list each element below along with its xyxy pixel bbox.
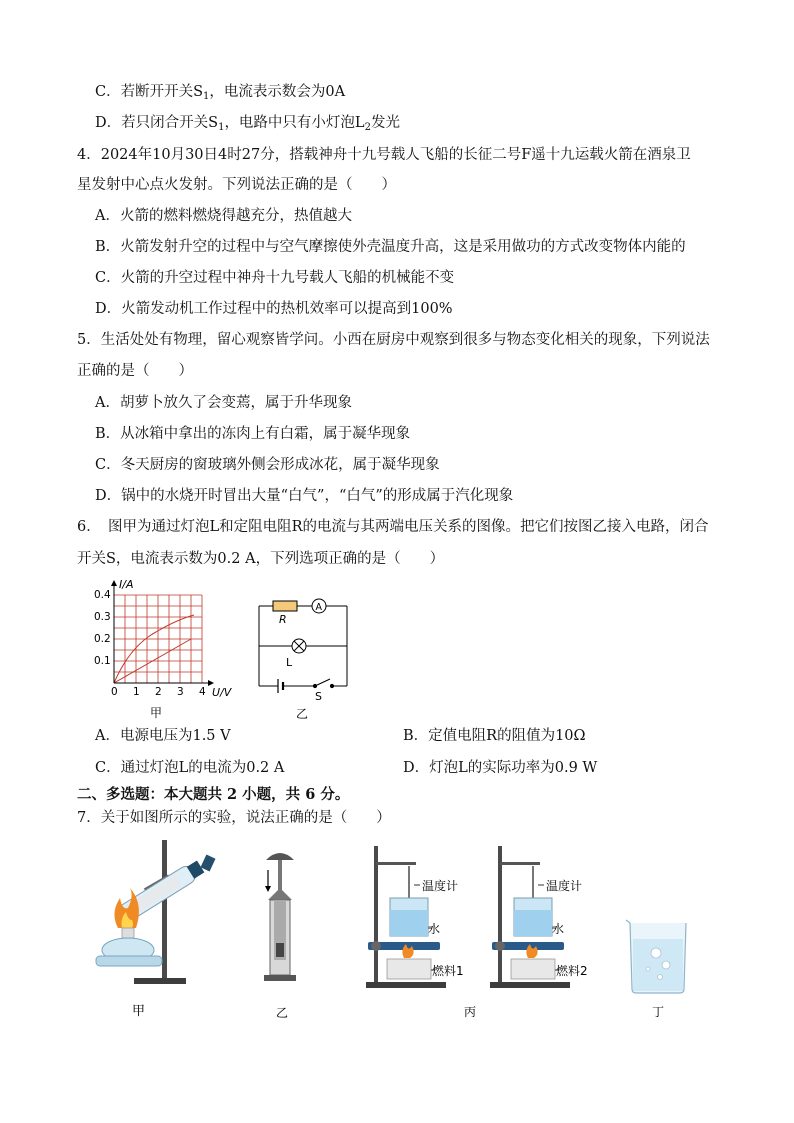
circuit-caption: 乙: [296, 707, 309, 721]
q4-option-c: C．火箭的升空过程中神舟十九号载人飞船的机械能不变: [95, 270, 455, 286]
fig-bing-caption: 丙: [464, 1005, 477, 1019]
resistor-r: [273, 601, 297, 611]
iu-graph: [90, 574, 250, 722]
fig-ding-caption: 丁: [652, 1005, 665, 1019]
q4-option-a: A．火箭的燃料燃烧得越充分，热值越大: [95, 208, 352, 224]
x-axis-label: U/V: [212, 686, 232, 699]
y-tick-0.3: 0.3: [94, 611, 111, 623]
fuel-2-label: 燃料2: [556, 964, 588, 978]
burner-wick: [122, 928, 134, 938]
q5-option-c: C．冬天厨房的窗玻璃外侧会形成冰花，属于凝华现象: [95, 457, 440, 473]
bubble: [651, 948, 661, 958]
q3-option-c: C．若断开开关$S_1$，电流表示数会为0A: [95, 84, 346, 102]
x-tick-2: 2: [155, 686, 162, 698]
fuel-1-container: [387, 959, 431, 979]
circuit-diagram: [252, 590, 356, 722]
x-tick-3: 3: [177, 686, 184, 698]
q4-stem-line1: 4．2024年10月30日4时27分，搭载神舟十九号载人飞船的长征二号F遥十九运载火箭在酒泉卫: [77, 147, 691, 163]
q6-option-d: D．灯泡L的实际功率为0.9 W: [403, 760, 598, 776]
q6-option-a: A．电源电压为1.5 V: [95, 728, 231, 744]
fig-ding-beaker: [622, 915, 694, 1019]
graph-caption: 甲: [150, 706, 163, 720]
thermometer-1-label: 温度计: [422, 879, 459, 893]
graph-grid: [114, 595, 202, 683]
thermometer-2-label: 温度计: [546, 879, 583, 893]
switch-s: [315, 679, 330, 686]
fig-bing-fuel-comparison: [360, 838, 610, 1019]
q5-option-d: D．锅中的水烧开时冒出大量“白气”，“白气”的形成属于汽化现象: [95, 488, 514, 504]
lamp-curve: [114, 615, 194, 683]
fig-jia-heating-tube: [92, 838, 222, 1019]
y-axis-arrow: [111, 580, 117, 586]
q4-stem-line2: 星发射中心点火发射。下列说法正确的是（ ）: [77, 177, 396, 193]
y-tick-0.2: 0.2: [94, 633, 111, 645]
x-tick-1: 1: [133, 686, 140, 698]
q5-stem-line1: 5．生活处处有物理，留心观察皆学问。小西在厨房中观察到很多与物态变化相关的现象，下列说法: [77, 332, 710, 348]
fuel-1-label: 燃料1: [432, 964, 464, 978]
ammeter-label: A: [315, 602, 322, 613]
q6-stem-line1: 6． 图甲为通过灯泡L和定阻电阻R的电流与其两端电压关系的图像。把它们按图乙接入电路，闭合: [77, 519, 709, 535]
q3-option-d: D．若只闭合开关$S_1$，电路中只有小灯泡$L_2$发光: [95, 115, 400, 133]
q6-option-c: C．通过灯泡L的电流为0.2 A: [95, 760, 285, 776]
fig-yi-caption: 乙: [276, 1006, 289, 1020]
resistor-label: R: [279, 613, 287, 626]
y-tick-0.4: 0.4: [94, 589, 111, 601]
lamp-label: L: [286, 656, 293, 669]
fig-jia-caption: 甲: [132, 1004, 146, 1019]
switch-label: S: [315, 690, 322, 703]
x-tick-4: 4: [199, 686, 206, 698]
y-tick-0.1: 0.1: [94, 655, 111, 667]
section-2-heading: 二、多选题：本大题共 2 小题，共 6 分。: [77, 786, 350, 803]
bubble: [646, 967, 650, 971]
plunger-knob: [266, 853, 294, 860]
q7-stem: 7．关于如图所示的实验，说法正确的是（ ）: [77, 810, 391, 826]
water-2-label: 水: [552, 922, 565, 936]
q4-option-d: D．火箭发动机工作过程中的热机效率可以提高到100%: [95, 301, 453, 317]
syringe-base: [264, 975, 296, 981]
q5-option-a: A．胡萝卜放久了会变蔫，属于升华现象: [95, 395, 352, 411]
q6-stem-line2: 开关S，电流表示数为0.2 A，下列选项正确的是（ ）: [77, 551, 445, 567]
q5-stem-line2: 正确的是（ ）: [77, 363, 193, 379]
fuel-2-container: [511, 959, 555, 979]
bubble: [662, 961, 670, 969]
water-1-label: 水: [428, 922, 441, 936]
q6-option-b: B．定值电阻R的阻值为10Ω: [403, 728, 586, 744]
stand-rod: [162, 840, 167, 982]
x-tick-0: 0: [111, 686, 118, 698]
y-axis-label: I/A: [119, 578, 134, 591]
fig-yi-fire-syringe: [258, 848, 308, 1020]
q4-option-b: B．火箭发射升空的过程中与空气摩擦使外壳温度升高，这是采用做功的方式改变物体内能的: [95, 239, 686, 255]
stand-base: [134, 978, 186, 984]
flying-stopper: [201, 855, 216, 872]
bubble: [658, 975, 663, 980]
q5-option-b: B．从冰箱中拿出的冻肉上有白霜，属于凝华现象: [95, 426, 411, 442]
